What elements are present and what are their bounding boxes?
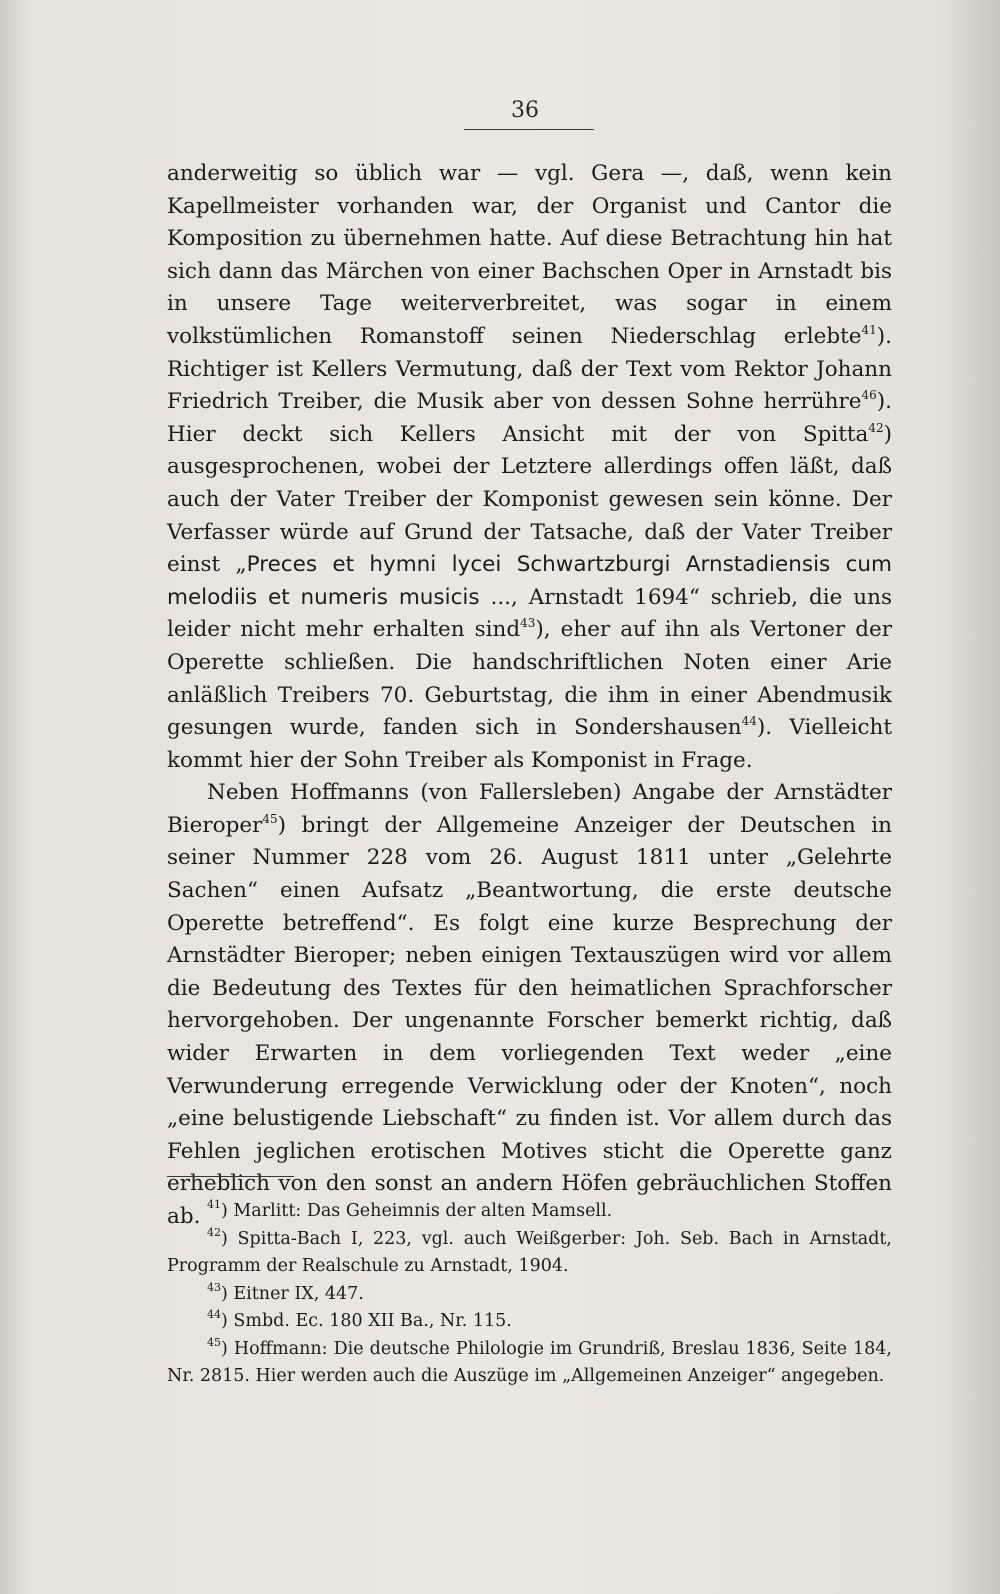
text-run: ). Hier deckt sich Kellers Ansicht mit der von Spitta: [167, 389, 892, 447]
footnote: [167, 1226, 892, 1281]
text-run: Neben Hoffmanns (von Fallersleben) Angabe der Arnstädter Bieroper: [167, 780, 892, 838]
footnote-number: 41: [207, 1198, 221, 1211]
text-run: ), eher auf ihn als Vertoner der Operette schließen. Die handschriftlichen Noten einer Arie anläßlich Treibers 70. Geburtstag, die ihm in einer Abendmusik gesungen wurde, fanden sich in Sondershausen: [167, 617, 892, 741]
footnote: [167, 1308, 892, 1336]
footnote-number: 42: [207, 1225, 221, 1239]
footnote-ref: 46: [861, 388, 877, 403]
footnote-text: ) Eitner IX, 447.: [221, 1283, 364, 1304]
footnote-ref: 44: [741, 714, 757, 729]
footnote-number: 43: [207, 1280, 221, 1294]
text-run: anderweitig so üblich war — vgl. Gera —, daß, wenn kein Kapellmeister vorhanden war, der Organist und Cantor die Komposition zu übernehmen hatte. Auf diese Betrachtung hin hat sich dann das Märchen von einer Bachschen Oper in Arnstadt bis in unsere Tage weiterverbreitet, was sogar in einem volkstümlichen Romanstoff seinen Niederschlag erlebte: [167, 161, 892, 349]
footnote-ref: 43: [520, 616, 536, 631]
footnote-text: ) Marlitt: Das Geheimnis der alten Mamsell.: [221, 1201, 613, 1221]
paragraph-2: [167, 777, 892, 1233]
latin-title: Preces et hymni lycei Schwartzburgi Arnstadiensis cum melodiis et numeris musicis: [167, 552, 892, 610]
paragraph-1: [167, 158, 892, 777]
footnote-text: ) Spitta-Bach I, 223, vgl. auch Weißgerber: Joh. Seb. Bach in Arnstadt, Programm der Realschule zu Arnstadt, 1904.: [167, 1228, 892, 1276]
header-rule: [464, 129, 594, 130]
footnote-number: 44: [207, 1308, 221, 1321]
footnote-number: 45: [207, 1335, 221, 1349]
footnote: [167, 1281, 892, 1309]
text-run: ..., Arnstadt 1694“ schrieb, die uns leider nicht mehr erhalten sind: [167, 584, 892, 643]
text-run: ). Vielleicht kommt hier der Sohn Treiber als Komponist in Frage.: [167, 715, 893, 773]
text-run: ). Richtiger ist Kellers Vermutung, daß der Text vom Rektor Johann Friedrich Treiber, die Musik aber von dessen Sohne herrühre: [167, 323, 892, 415]
footnote-text: ) Hoffmann: Die deutsche Philologie im Grundriß, Breslau 1836, Seite 184, Nr. 2815. Hier werden auch die Auszüge im „Allgemeinen Anzeiger“ angegeben.: [167, 1338, 892, 1386]
footnotes: [167, 1198, 892, 1391]
footnote-ref: 45: [262, 811, 278, 826]
page-number: 36: [511, 98, 539, 123]
footnote-ref: 41: [861, 322, 877, 337]
body-text: [167, 158, 892, 1234]
footnote: [167, 1336, 892, 1391]
footnote-text: ) Smbd. Ec. 180 XII Ba., Nr. 115.: [221, 1311, 512, 1331]
footnote-rule: [167, 1176, 294, 1177]
footnote-ref: 42: [868, 420, 884, 435]
footnote: [167, 1198, 892, 1226]
text-run: ) bringt der Allgemeine Anzeiger der Deutschen in seiner Nummer 228 vom 26. August 1811 unter „Gelehrte Sachen“ einen Aufsatz „Beantwortung, die erste deutsche Operette betreffend“. Es folgt eine kurze Besprechung der Arnstädter Bieroper; neben einigen Textauszügen wird vor allem die Bedeutung des Textes für den heimatlichen Sprachforscher hervorgehoben. Der ungenannte Forscher bemerkt richtig, daß wider Erwarten in dem vorliegenden Text weder „eine Verwunderung erregende Verwicklung oder der Knoten“, noch „eine belustigende Liebschaft“ zu finden ist. Vor allem durch das Fehlen jeglichen erotischen Motives sticht die Operette ganz erheblich von den sonst an andern Höfen gebräuchlichen Stoffen ab.: [167, 812, 892, 1229]
text-run: ) ausgesprochenen, wobei der Letztere allerdings offen läßt, daß auch der Vater Treiber der Komponist gewesen sein könne. Der Verfasser würde auf Grund der Tatsache, daß der Vater Treiber einst „: [167, 421, 892, 578]
